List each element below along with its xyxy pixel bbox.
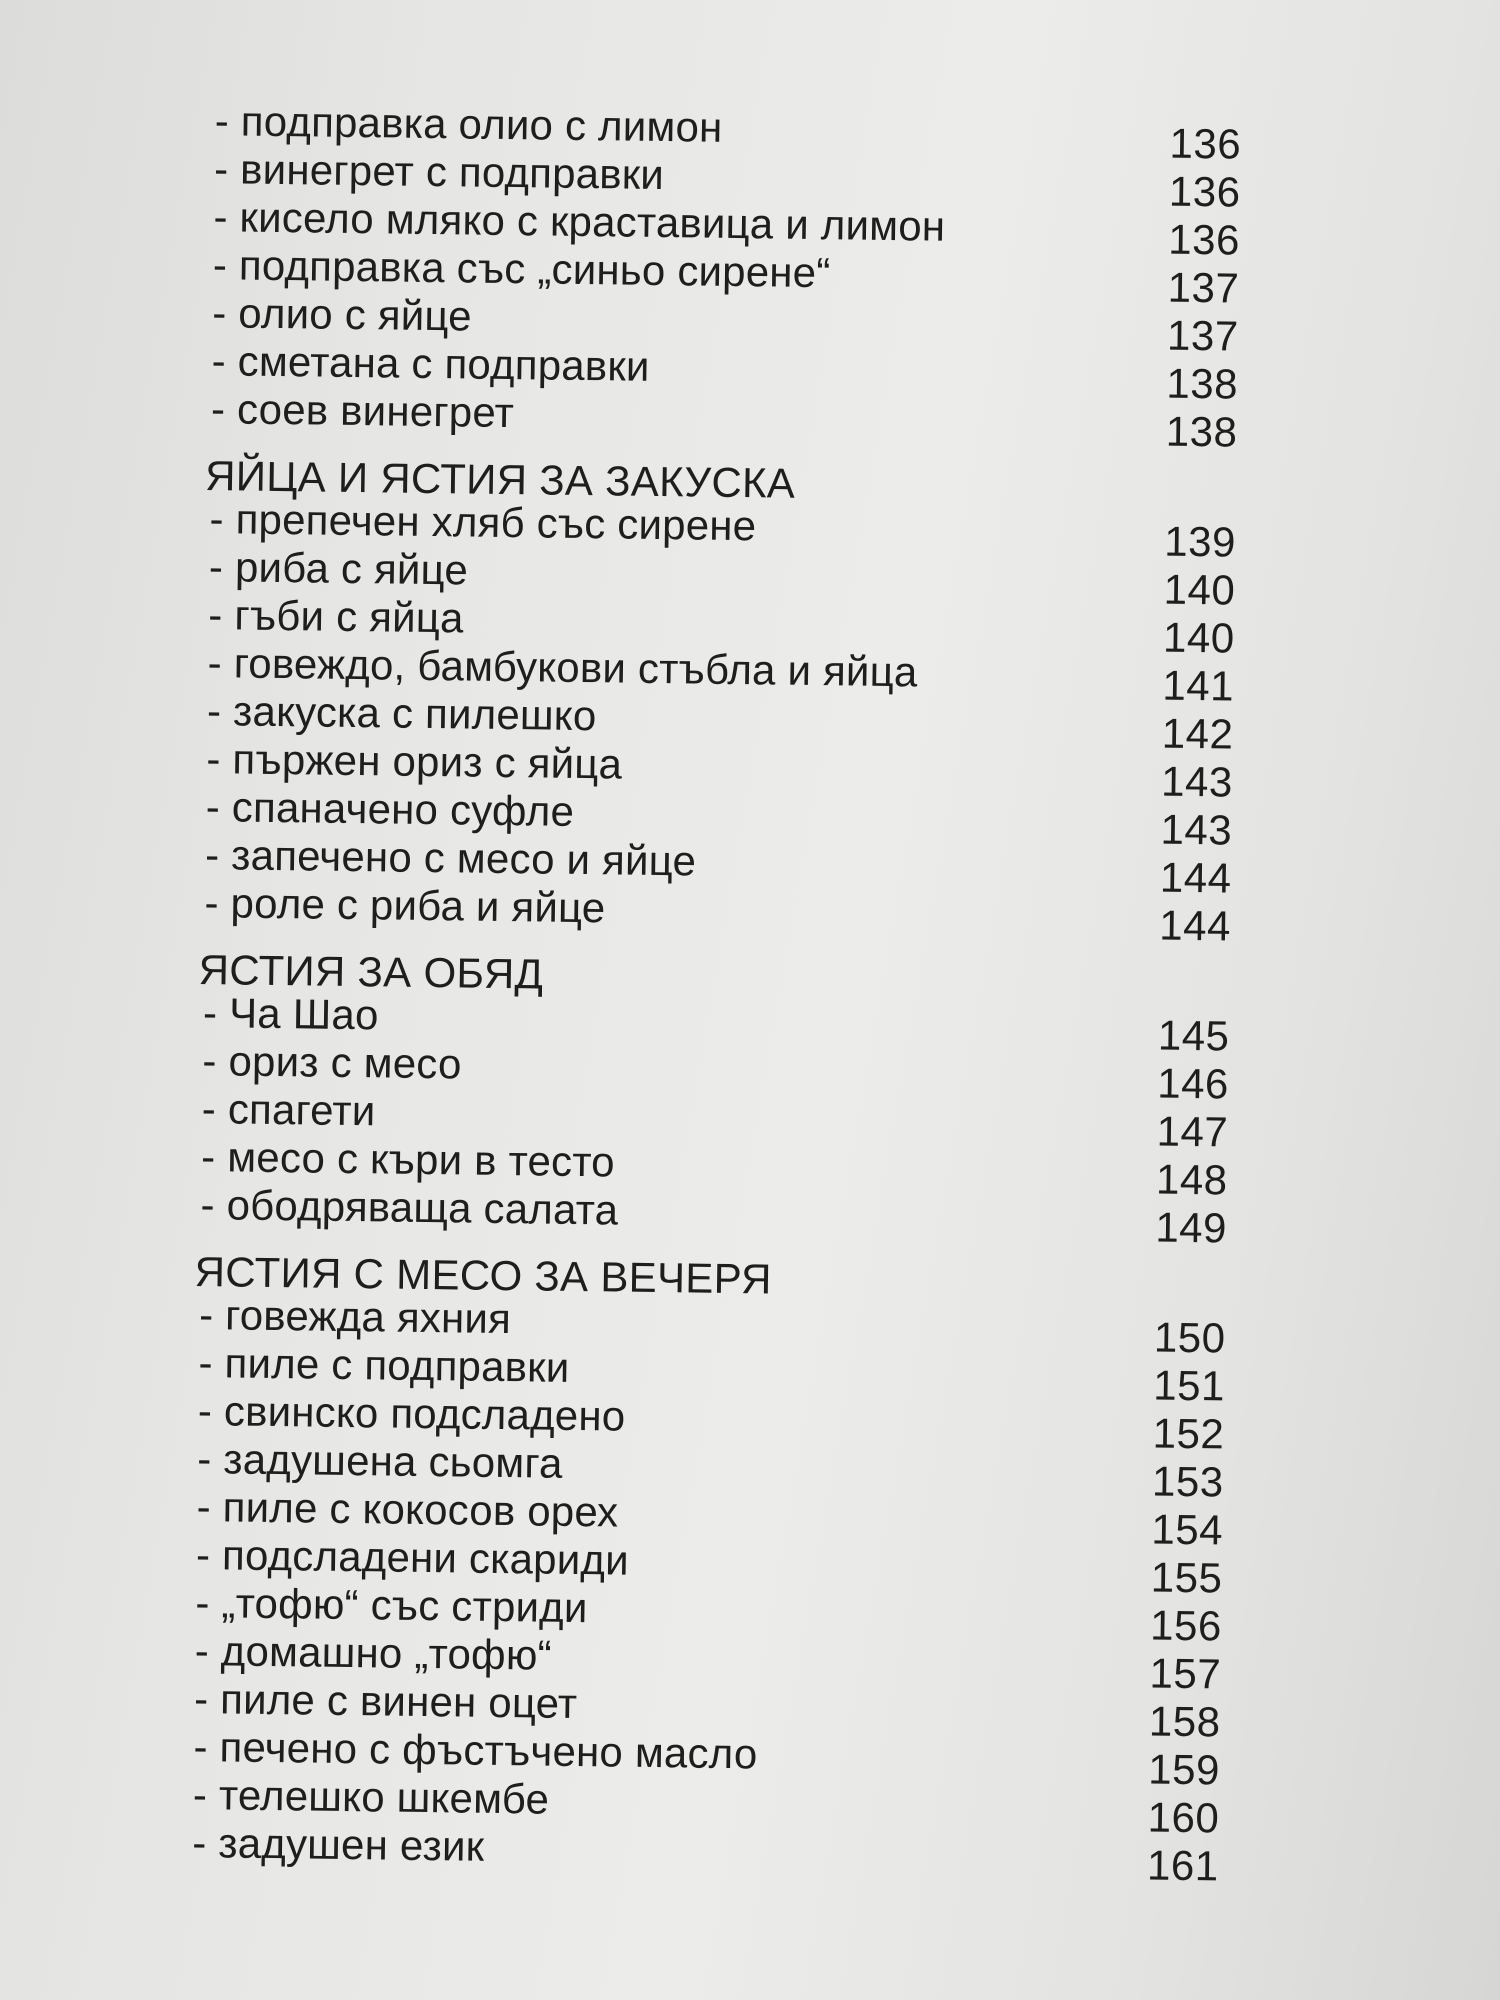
entry-title: - препечен хляб със сирене [209,495,757,550]
entry-page-number: 159 [1147,1745,1221,1794]
entry-title: - сметана с подправки [211,337,650,390]
entry-title: - „тофю“ със стриди [195,1579,588,1632]
entry-title: - пиле с подправки [198,1339,570,1391]
entry-page-number: 152 [1152,1409,1225,1458]
entry-title: - винегрет с подправки [213,145,665,199]
entry-page-number: 148 [1155,1155,1228,1204]
entry-title: - говеждо, бамбукови стъбла и яйца [207,639,918,696]
entry-title: - соев винегрет [210,385,515,437]
entry-page-number: 137 [1167,263,1240,312]
entry-page-number: 151 [1153,1361,1226,1410]
entry-title: - свинско подсладено [197,1387,626,1440]
section-heading: ЯСТИЯ С МЕСО ЗА ВЕЧЕРЯ [194,1247,772,1303]
entry-title: - подсладени скариди [195,1531,630,1584]
entry-title: - подправка със „синьо сирене“ [212,241,831,297]
entry-page-number: 139 [1164,517,1237,566]
entry-title: - Ча Шао [202,989,379,1039]
entry-page-number: 144 [1159,901,1232,950]
entry-page-number: 146 [1156,1059,1230,1108]
entry-page-number: 150 [1153,1313,1226,1362]
entry-page-number: 161 [1146,1841,1219,1890]
entry-page-number: 156 [1149,1601,1223,1650]
entry-title: - задушен език [191,1818,485,1870]
entry-title: - ориз с месо [202,1037,462,1088]
entry-page-number: 157 [1149,1649,1222,1698]
entry-title: - спаначено суфле [205,783,575,835]
entry-title: - подправка олио с лимон [214,97,723,151]
entry-title: - месо с къри в тесто [200,1133,616,1186]
entry-title: - пиле с винен оцет [193,1674,578,1728]
entry-page-number: 143 [1160,757,1234,806]
entry-title: - олио с яйце [211,289,473,340]
entry-page-number: 142 [1161,709,1234,758]
entry-page-number: 140 [1163,565,1236,614]
entry-page-number: 147 [1156,1107,1229,1156]
entry-page-number: 144 [1159,853,1232,902]
section-heading: ЯСТИЯ ЗА ОБЯД [198,945,544,998]
entry-page-number: 138 [1166,359,1239,408]
entry-title: - телешко шкембе [192,1770,550,1823]
entry-title: - роле с риба и яйце [204,879,606,932]
section-lunch [190,943,1234,1251]
entry-title: - пържен ориз с яйца [206,735,623,788]
entry-title: - задушена сьомга [196,1435,563,1487]
entry-title: - закуска с пилешко [206,687,597,740]
entry-page-number: 160 [1147,1793,1220,1842]
entry-page-number: 154 [1151,1505,1224,1554]
entry-page-number: 141 [1162,661,1235,710]
entry-page-number: 138 [1165,407,1238,456]
entry-page-number: 137 [1166,311,1239,360]
entry-page-number: 136 [1168,167,1241,216]
contents-page [182,97,1245,1890]
entry-title: - запечено с месо и яйце [204,831,697,885]
entry-page-number: 136 [1169,119,1242,168]
entry-page-number: 136 [1168,215,1241,264]
entry-page-number: 140 [1162,613,1235,662]
entry-title: - печено с фъстъчено масло [193,1722,758,1778]
entry-title: - говежда яхния [198,1291,512,1343]
entry-title: - домашно „тофю“ [194,1627,553,1679]
entry-title: - пиле с кокосов орех [196,1483,619,1536]
entry-title: - риба с яйце [208,543,469,594]
entry-title: - спагети [201,1085,376,1135]
entry-title: - кисело мляко с краставица и лимон [213,193,946,250]
entry-page-number: 149 [1155,1203,1228,1252]
section-dressings [201,97,1245,456]
section-dinner [182,1245,1230,1889]
section-heading: ЯЙЦА И ЯСТИЯ ЗА ЗАКУСКА [204,452,796,507]
entry-page-number: 145 [1157,1011,1230,1060]
entry-page-number: 143 [1160,805,1233,854]
entry-page-number: 153 [1151,1457,1224,1506]
entry-title: - ободряваща салата [200,1181,619,1234]
entry-page-number: 155 [1150,1553,1223,1602]
entry-title: - гъби с яйца [208,591,464,642]
entry-page-number: 158 [1148,1697,1221,1746]
section-breakfast [194,449,1240,949]
